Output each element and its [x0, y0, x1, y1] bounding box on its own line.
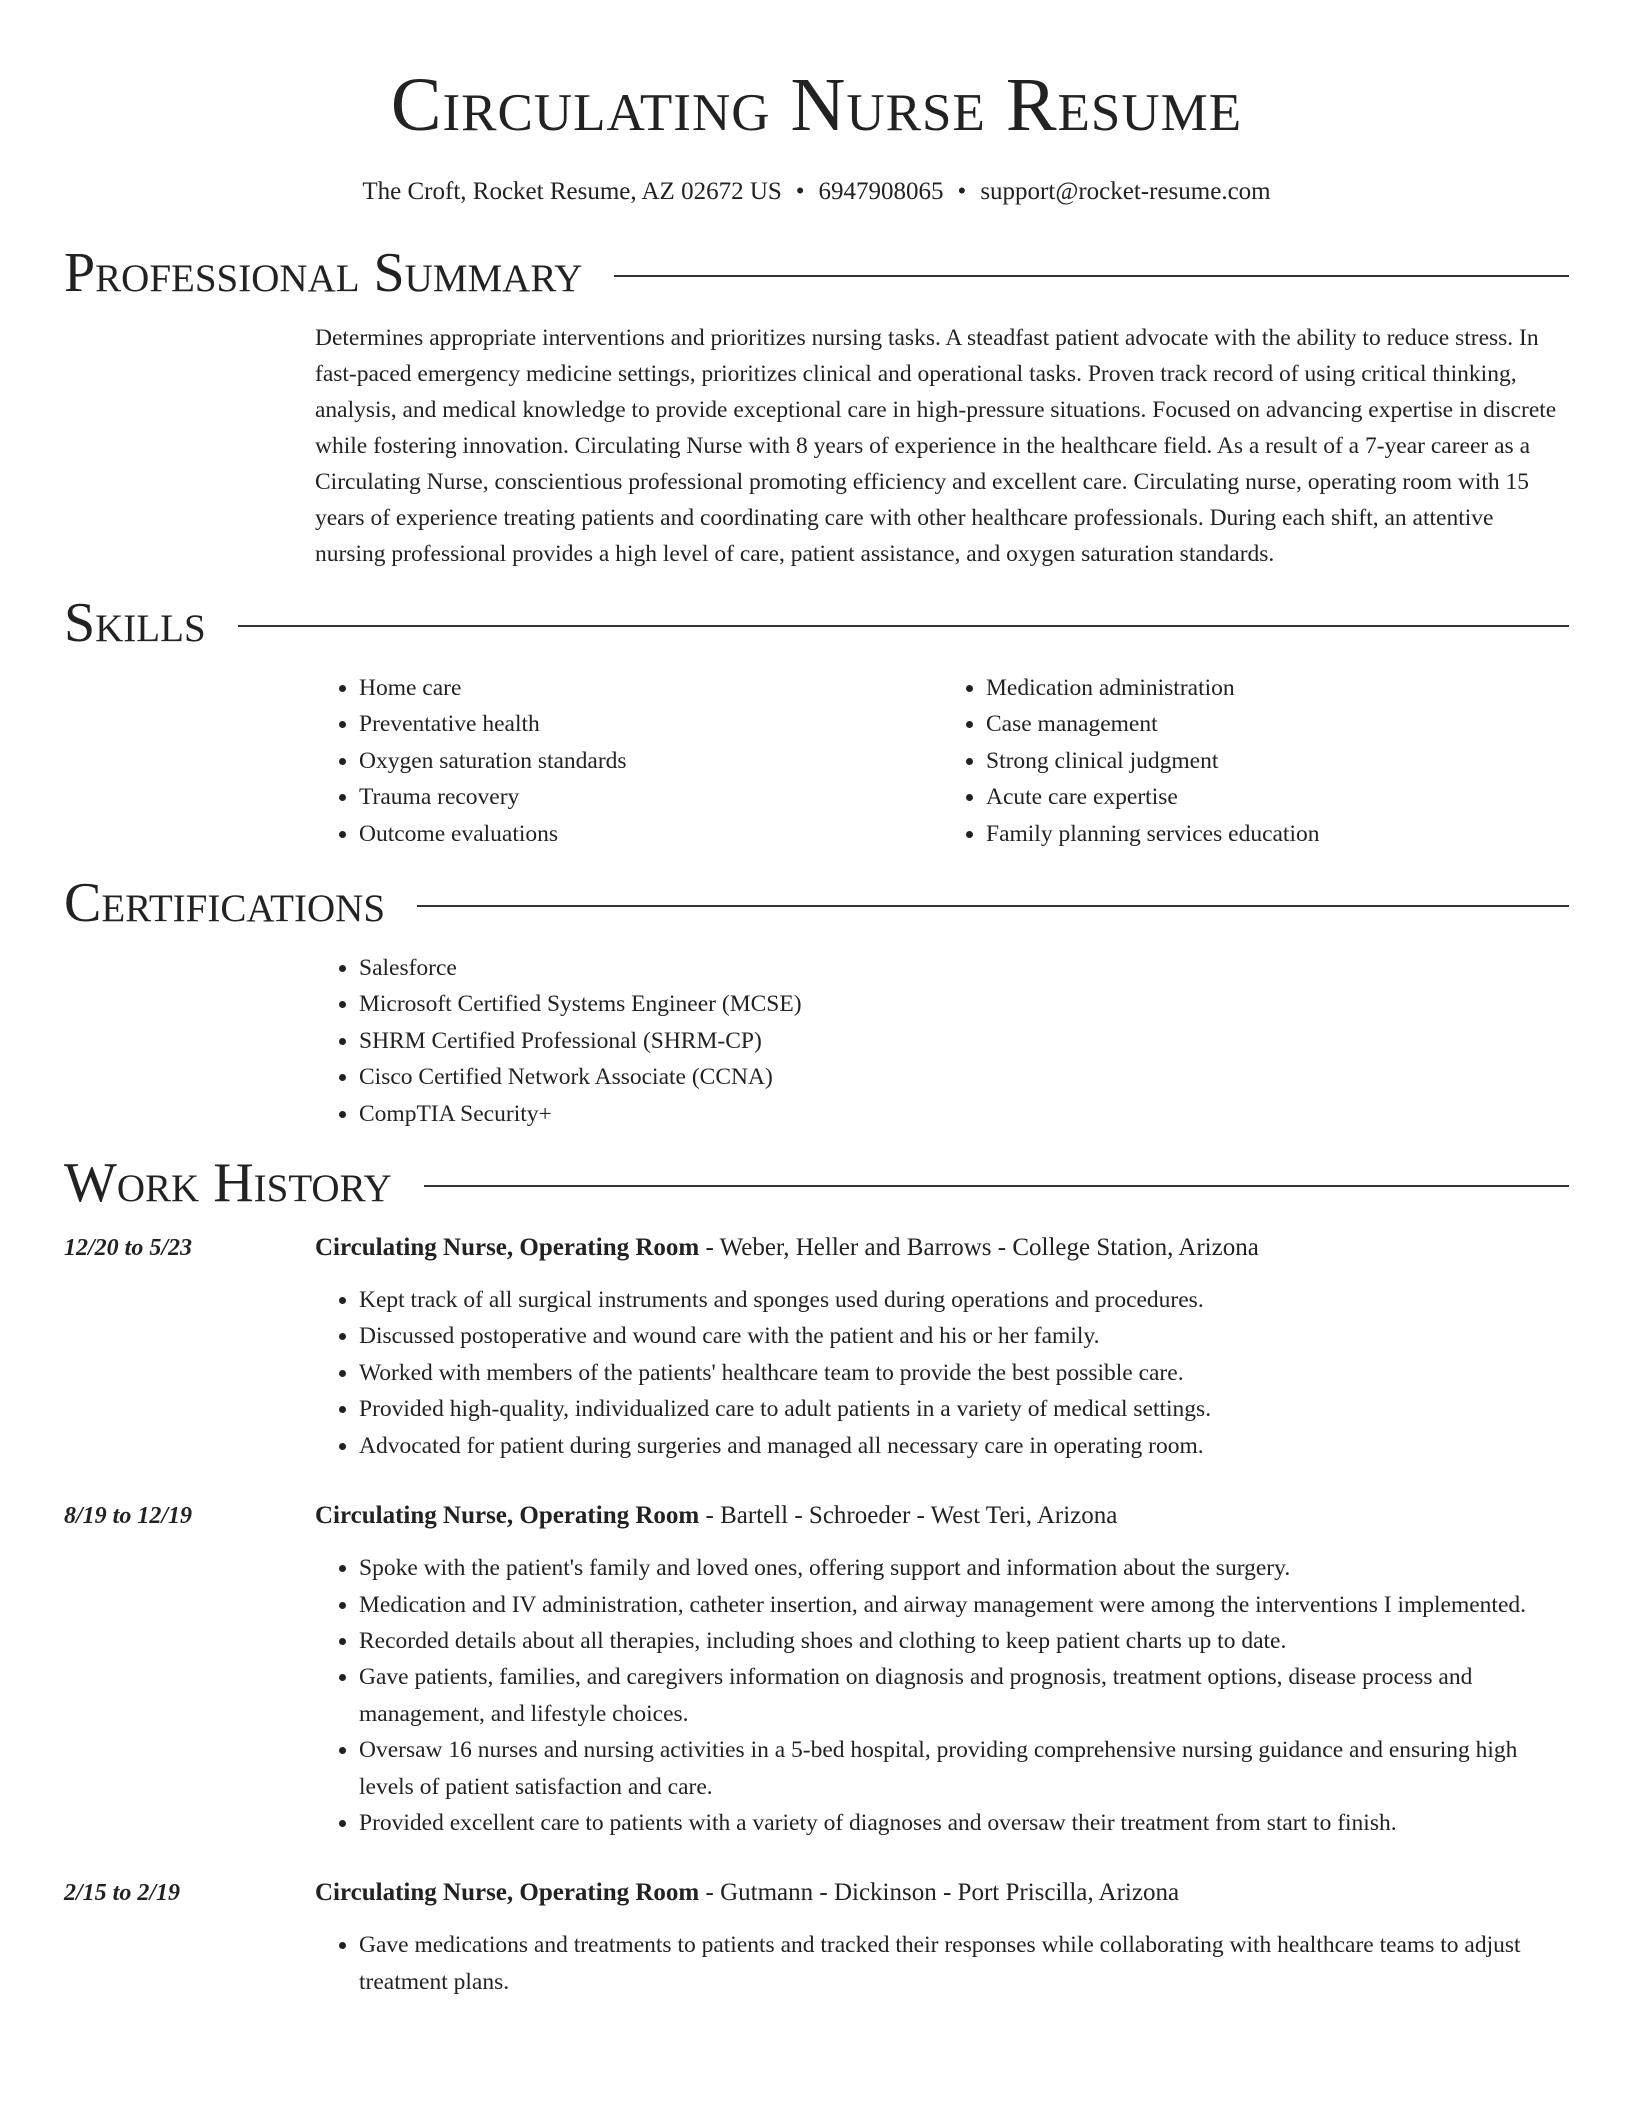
job-details	[315, 1230, 1569, 1464]
job-bullets	[315, 1927, 1569, 2000]
job-dates: 8/19 to 12/19	[64, 1503, 193, 1530]
resume-title: Circulating Nurse Resume	[390, 63, 1243, 147]
certification-item: • Cisco Certified Network Associate (CCNA)	[359, 1059, 1569, 1095]
certification-item: • SHRM Certified Professional (SHRM-CP)	[359, 1023, 1569, 1059]
skill-item: • Family planning services education	[986, 816, 1569, 852]
certification-item: • CompTIA Security+	[359, 1096, 1569, 1132]
skill-item: • Outcome evaluations	[359, 816, 942, 852]
job-bullet: • Gave patients, families, and caregivers information on diagnosis and prognosis, treatment options, disease process and management, and lifestyle choices.	[359, 1659, 1569, 1732]
job-bullet: • Gave medications and treatments to patients and tracked their responses while collaborating with healthcare teams to adjust treatment plans.	[359, 1927, 1569, 2000]
skill-item: • Preventative health	[359, 706, 942, 742]
certifications-section-header	[64, 870, 1569, 936]
contact-email: support@rocket-resume.com	[980, 178, 1271, 205]
job-heading	[315, 1498, 1569, 1534]
summary-section	[315, 320, 1569, 572]
contact-address: The Croft, Rocket Resume, AZ 02672 US	[362, 178, 782, 205]
job-bullet: • Worked with members of the patients' healthcare team to provide the best possible care.	[359, 1355, 1569, 1391]
job-bullet: • Provided high-quality, individualized care to adult patients in a variety of medical settings.	[359, 1391, 1569, 1427]
job-heading	[315, 1875, 1569, 1911]
job-bullet: • Advocated for patient during surgeries and managed all necessary care in operating room.	[359, 1428, 1569, 1464]
skills-section	[315, 670, 1569, 852]
job-employer: - Bartell - Schroeder - West Teri, Arizona	[699, 1502, 1118, 1530]
section-divider	[417, 905, 1569, 907]
summary-text: Determines appropriate interventions and prioritizes nursing tasks. A steadfast patient advocate with the ability to reduce stress. In fast-paced emergency medicine settings, prioritizes clinical and operational tasks. Proven track record of using critical thinking, analysis, and medical knowledge to provide exceptional care in high-pressure situations. Focused on advancing expertise in discrete while fostering innovation. Circulating Nurse with 8 years of experience in the healthcare field. As a result of a 7-year career as a Circulating Nurse, conscientious professional promoting efficiency and excellent care. Circulating nurse, operating room with 15 years of experience treating patients and coordinating care with other healthcare professionals. During each shift, an attentive nursing professional provides a high level of care, patient assistance, and oxygen saturation standards.	[315, 325, 1557, 567]
skill-item: • Case management	[986, 706, 1569, 742]
contact-separator: •	[795, 178, 805, 205]
job-employer: - Gutmann - Dickinson - Port Priscilla, Arizona	[699, 1879, 1180, 1907]
job-bullets	[315, 1282, 1569, 1464]
skill-item: • Home care	[359, 670, 942, 706]
summary-heading: Professional Summary	[64, 242, 583, 304]
resume-page	[64, 0, 1569, 2000]
skill-item: • Trauma recovery	[359, 779, 942, 815]
contact-separator: •	[957, 178, 967, 205]
job-bullets	[315, 1550, 1569, 1841]
skill-item: • Oxygen saturation standards	[359, 743, 942, 779]
work-history-heading: Work History	[64, 1152, 392, 1215]
job-bullet: • Recorded details about all therapies, including shoes and clothing to keep patient charts up to date.	[359, 1623, 1569, 1659]
certifications-section	[315, 950, 1569, 1132]
job-title: Circulating Nurse, Operating Room	[315, 1234, 700, 1262]
job-details	[315, 1875, 1569, 2000]
job-bullet: • Kept track of all surgical instruments and sponges used during operations and procedures.	[359, 1282, 1569, 1318]
job-bullet: • Medication and IV administration, catheter insertion, and airway management were among the interventions I implemented.	[359, 1587, 1569, 1623]
certification-item: • Microsoft Certified Systems Engineer (MCSE)	[359, 986, 1569, 1022]
section-divider	[238, 625, 1569, 627]
certification-item: • Salesforce	[359, 950, 1569, 986]
job-bullet: • Oversaw 16 nurses and nursing activities in a 5-bed hospital, providing comprehensive nursing guidance and ensuring high levels of patient satisfaction and care.	[359, 1732, 1569, 1805]
job-bullet: • Discussed postoperative and wound care with the patient and his or her family.	[359, 1318, 1569, 1354]
summary-section-header	[64, 240, 1569, 306]
skill-item: • Strong clinical judgment	[986, 743, 1569, 779]
job-dates: 2/15 to 2/19	[64, 1880, 181, 1907]
job-bullet: • Provided excellent care to patients with a variety of diagnoses and oversaw their treatment from start to finish.	[359, 1805, 1569, 1841]
job-dates: 12/20 to 5/23	[64, 1235, 193, 1262]
section-divider	[614, 275, 1569, 277]
contact-phone: 6947908065	[818, 178, 944, 205]
skills-list-left	[315, 670, 942, 852]
skills-heading: Skills	[64, 592, 206, 654]
skills-list-right	[942, 670, 1569, 852]
job-entry	[64, 1230, 1569, 1464]
job-entry	[64, 1875, 1569, 2000]
job-entry	[64, 1498, 1569, 1841]
job-title: Circulating Nurse, Operating Room	[315, 1879, 700, 1907]
skill-item: • Acute care expertise	[986, 779, 1569, 815]
job-bullet: • Spoke with the patient's family and loved ones, offering support and information about the surgery.	[359, 1550, 1569, 1586]
skills-section-header	[64, 590, 1569, 656]
job-employer: - Weber, Heller and Barrows - College Station, Arizona	[699, 1234, 1259, 1262]
certifications-heading: Certifications	[64, 872, 386, 935]
job-heading	[315, 1230, 1569, 1266]
skill-item: • Medication administration	[986, 670, 1569, 706]
job-details	[315, 1498, 1569, 1841]
contact-line	[64, 176, 1569, 208]
work-history-section-header	[64, 1150, 1569, 1216]
certifications-list	[315, 950, 1569, 1132]
section-divider	[424, 1185, 1569, 1187]
job-title: Circulating Nurse, Operating Room	[315, 1502, 700, 1530]
